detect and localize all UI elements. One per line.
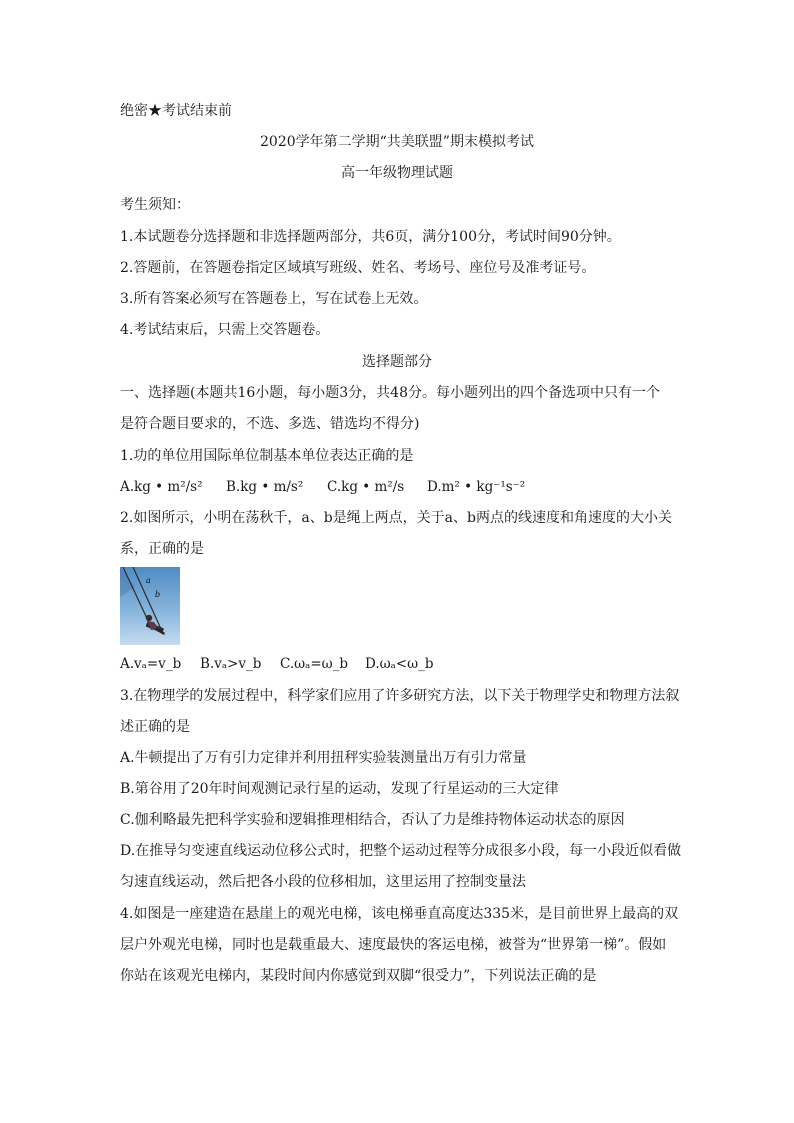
q3-stem-line: 3.在物理学的发展过程中，科学家们应用了许多研究方法，以下关于物理学史和物理方法叙 bbox=[120, 688, 680, 704]
q1-option-d: D.m² • kg⁻¹s⁻² bbox=[427, 479, 526, 495]
label-b: b bbox=[155, 590, 161, 599]
q4-stem-line: 层户外观光电梯，同时也是载重最大、速度最快的客运电梯，被誉为“世界第一梯”。假如 bbox=[120, 937, 667, 953]
notice-heading: 考生须知： bbox=[120, 197, 190, 213]
q2-option-c: C.ωₐ=ω_b bbox=[280, 656, 349, 672]
swing-photo bbox=[120, 567, 180, 645]
q3-option-d: D.在推导匀变速直线运动位移公式时，把整个运动过程等分成很多小段，每一小段近似看做 bbox=[120, 843, 682, 859]
q2-option-d: D.ωₐ<ω_b bbox=[365, 656, 434, 672]
q1-stem: 1.功的单位用国际单位制基本单位表达正确的是 bbox=[120, 448, 414, 464]
q3-option-d-cont: 匀速直线运动，然后把各小段的位移相加，这里运用了控制变量法 bbox=[120, 874, 526, 890]
q1-option-b: B.kg • m/s² bbox=[226, 479, 304, 495]
q2-option-a: A.vₐ=v_b bbox=[120, 656, 182, 672]
secret-label: 绝密★考试结束前 bbox=[120, 103, 232, 119]
subject-title: 高一年级物理试题 bbox=[341, 165, 453, 181]
q3-stem-line: 述正确的是 bbox=[120, 719, 190, 735]
q1-option-c: C.kg • m²/s bbox=[327, 479, 405, 495]
q2-option-b: B.vₐ>v_b bbox=[200, 656, 262, 672]
section-intro-line: 是符合题目要求的，不选、多选、错选均不得分) bbox=[120, 416, 420, 432]
notice-item: 3.所有答案必须写在答题卷上，写在试卷上无效。 bbox=[120, 291, 428, 307]
notice-item: 1.本试题卷分选择题和非选择题两部分，共6页，满分100分，考试时间90分钟。 bbox=[120, 229, 621, 245]
q3-option-a: A.牛顿提出了万有引力定律并利用扭秤实验装测量出万有引力常量 bbox=[120, 750, 527, 766]
notice-item: 4.考试结束后，只需上交答题卷。 bbox=[120, 322, 330, 338]
section-title: 选择题部分 bbox=[362, 354, 432, 370]
exam-title: 2020学年第二学期“共美联盟”期末模拟考试 bbox=[260, 134, 534, 150]
label-a: a bbox=[146, 576, 151, 585]
q2-stem-line: 系，正确的是 bbox=[120, 541, 204, 557]
q4-stem-line: 你站在该观光电梯内，某段时间内你感觉到双脚“很受力”，下列说法正确的是 bbox=[120, 968, 597, 984]
section-intro-line: 一、选择题(本题共16小题，每小题3分，共48分。每小题列出的四个备选项中只有一个 bbox=[120, 385, 660, 401]
q3-option-c: C.伽利略最先把科学实验和逻辑推理相结合，否认了力是维持物体运动状态的原因 bbox=[120, 812, 625, 828]
q4-stem-line: 4.如图是一座建造在悬崖上的观光电梯，该电梯垂直高度达335米，是目前世界上最高的双 bbox=[120, 906, 679, 922]
person-head bbox=[146, 615, 152, 621]
q3-option-b: B.第谷用了20年时间观测记录行星的运动，发现了行星运动的三大定律 bbox=[120, 781, 559, 797]
q1-option-a: A.kg • m²/s² bbox=[120, 479, 203, 495]
q2-stem-line: 2.如图所示，小明在荡秋千，a、b是绳上两点，关于a、b两点的线速度和角速度的大小关 bbox=[120, 510, 672, 526]
notice-item: 2.答题前，在答题卷指定区域填写班级、姓名、考场号、座位号及准考证号。 bbox=[120, 260, 596, 276]
swing-figure bbox=[120, 567, 180, 645]
